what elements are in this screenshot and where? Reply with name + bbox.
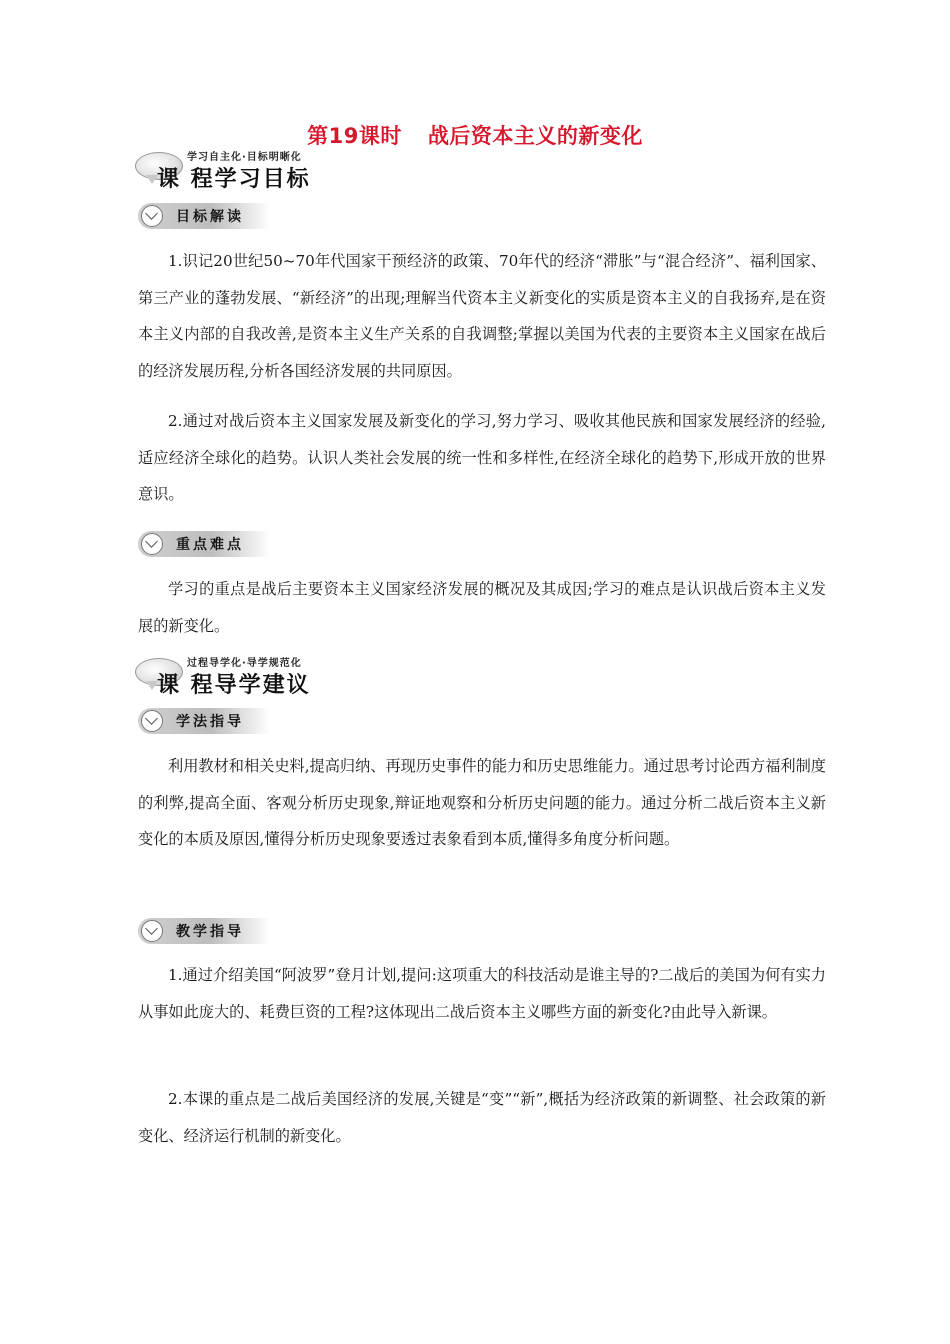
subheading-label: 目标解读 (176, 209, 244, 225)
section-banner-guidance (135, 654, 435, 700)
chevron-circle-icon (141, 710, 163, 732)
subheading-label: 重点难点 (176, 537, 244, 553)
subheading-study-methods (138, 708, 270, 734)
paragraph: 2.本课的重点是二战后美国经济的发展,关键是“变”“新”,概括为经济政策的新调整、社会政策的新变化、经济运行机制的新变化。 (138, 1090, 826, 1145)
banner-heading: 课 程导学建议 (157, 673, 311, 698)
page-title (0, 120, 950, 150)
banner-subtitle: 过程导学化·导学规范化 (187, 658, 302, 669)
paragraph: 1.识记20世纪50~70年代国家干预经济的政策、70年代的经济“滞胀”与“混合经济”、福利国家、第三产业的蓬勃发展、“新经济”的出现;理解当代资本主义新变化的实质是资本主义的自我扬弃,是在资本主义内部的自我改善,是资本主义生产关系的自我调整;掌握以美国为代表的主要资本主义国家在战后的经济发展历程,分析各国经济发展的共同原因。 (138, 252, 826, 380)
chevron-circle-icon (141, 533, 163, 555)
subheading-key-points (138, 531, 270, 557)
subheading-label: 教学指导 (176, 924, 244, 940)
paragraph: 1.通过介绍美国“阿波罗”登月计划,提问:这项重大的科技活动是谁主导的?二战后的美国为何有实力从事如此庞大的、耗费巨资的工程?这体现出二战后资本主义哪些方面的新变化?由此导入新课。 (138, 966, 826, 1021)
paragraph: 学习的重点是战后主要资本主义国家经济发展的概况及其成因;学习的难点是认识战后资本主义发展的新变化。 (138, 580, 826, 635)
subheading-label: 学法指导 (176, 714, 244, 730)
lesson-topic: 战后资本主义的新变化 (427, 124, 643, 148)
banner-subtitle: 学习自主化·目标明晰化 (187, 152, 302, 163)
subheading-teaching-guidance (138, 918, 270, 944)
subheading-goal-interpretation (138, 203, 270, 229)
chevron-circle-icon (141, 205, 163, 227)
chevron-circle-icon (141, 920, 163, 942)
section-banner-goals (135, 148, 435, 194)
paragraph: 2.通过对战后资本主义国家发展及新变化的学习,努力学习、吸收其他民族和国家发展经济的经验,适应经济全球化的趋势。认识人类社会发展的统一性和多样性,在经济全球化的趋势下,形成开放的世界意识。 (138, 412, 826, 503)
banner-heading: 课 程学习目标 (157, 167, 311, 192)
lesson-number: 第19课时 (307, 124, 402, 148)
paragraph: 利用教材和相关史料,提高归纳、再现历史事件的能力和历史思维能力。通过思考讨论西方福利制度的利弊,提高全面、客观分析历史现象,辩证地观察和分析历史问题的能力。通过分析二战后资本主义新变化的本质及原因,懂得分析历史现象要透过表象看到本质,懂得多角度分析问题。 (138, 757, 826, 848)
